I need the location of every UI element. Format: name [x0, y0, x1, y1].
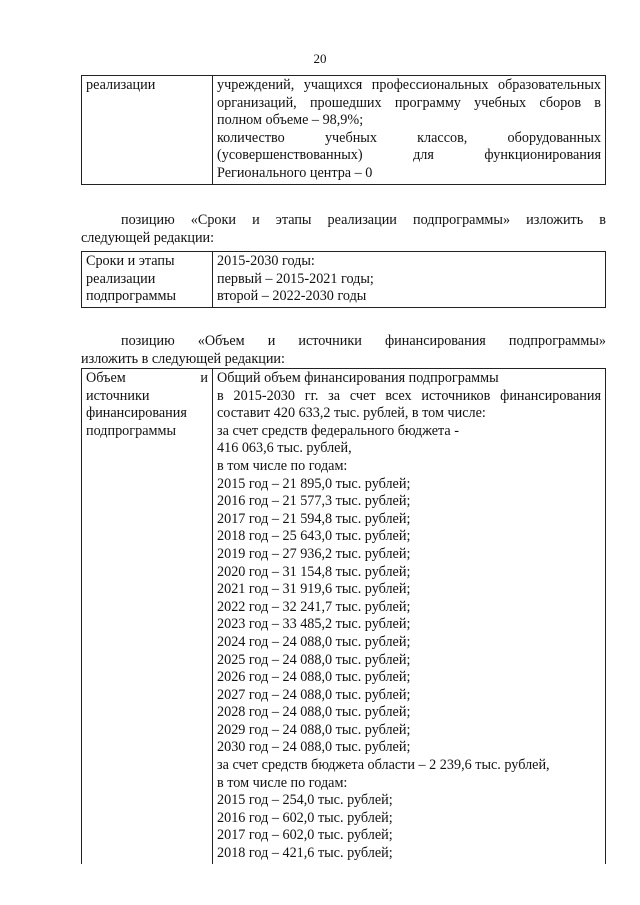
text-line: 2015-2030 годы: [217, 253, 315, 269]
text-line: 2015 год – 21 895,0 тыс. рублей; [217, 475, 411, 492]
paragraph-financing [81, 333, 606, 368]
text-line: 2018 год – 25 643,0 тыс. рублей; [217, 528, 411, 545]
cell-label-line: реализации [86, 270, 156, 287]
cell-label-line: источники [86, 387, 150, 404]
cell-label-text: реализации [86, 77, 156, 93]
text-line: в том числе по годам: [217, 774, 348, 791]
text-line: в том числе по годам: [217, 457, 348, 474]
table-deadlines [81, 251, 606, 308]
text-line: (усовершенствованных) для функционирования [217, 147, 601, 164]
text-line: 2025 год – 24 088,0 тыс. рублей; [217, 651, 411, 668]
text-line: 2022 год – 32 241,7 тыс. рублей; [217, 598, 411, 615]
cell-label-line: подпрограммы [86, 288, 176, 305]
text-line: Регионального центра – 0 [217, 164, 373, 181]
text-line: первый – 2015-2021 годы; [217, 270, 374, 287]
text-line: 2017 год – 602,0 тыс. рублей; [217, 827, 393, 844]
text-line: 2026 год – 24 088,0 тыс. рублей; [217, 669, 411, 686]
text-line: 2018 год – 421,6 тыс. рублей; [217, 845, 393, 862]
table-cell-label [82, 252, 213, 308]
table-cell-label [82, 369, 213, 864]
text-line: за счет средств федерального бюджета - [217, 422, 459, 439]
paragraph-line: изложить в следующей редакции: [81, 350, 285, 367]
text-line: за счет средств бюджета области – 2 239,6 тыс. рублей, [217, 757, 550, 774]
table-cell-content [213, 76, 606, 185]
text-line: 2016 год – 21 577,3 тыс. рублей; [217, 493, 411, 510]
text-line: в 2015-2030 гг. за счет всех источников финансирования [217, 387, 601, 404]
text-line: 2017 год – 21 594,8 тыс. рублей; [217, 510, 411, 527]
text-line: Общий объем финансирования подпрограммы [217, 370, 499, 386]
cell-label-word: Объем [86, 370, 126, 386]
table-cell-content [213, 252, 606, 308]
text-line: 2016 год – 602,0 тыс. рублей; [217, 809, 393, 826]
text-line: 2027 год – 24 088,0 тыс. рублей; [217, 686, 411, 703]
cell-label-line [86, 370, 208, 388]
table-cell-content [213, 369, 606, 864]
text-line: 2024 год – 24 088,0 тыс. рублей; [217, 633, 411, 650]
text-line: 2020 год – 31 154,8 тыс. рублей; [217, 563, 411, 580]
text-line: полном объеме – 98,9%; [217, 112, 364, 129]
page-number: 20 [313, 51, 327, 66]
table-implementation-indicators [81, 75, 606, 185]
text-line: 2029 год – 24 088,0 тыс. рублей; [217, 721, 411, 738]
paragraph-line: позицию «Сроки и этапы реализации подпрограммы» изложить в [121, 212, 606, 228]
cell-label-line: Сроки и этапы [86, 253, 175, 269]
text-line: количество учебных классов, оборудованных [217, 129, 601, 146]
cell-label-line: финансирования [86, 405, 187, 422]
text-line: 2028 год – 24 088,0 тыс. рублей; [217, 704, 411, 721]
text-line: 2019 год – 27 936,2 тыс. рублей; [217, 545, 411, 562]
text-line: 416 063,6 тыс. рублей, [217, 440, 352, 457]
text-line: 2023 год – 33 485,2 тыс. рублей; [217, 616, 411, 633]
text-line: 2030 год – 24 088,0 тыс. рублей; [217, 739, 411, 756]
text-line: организаций, прошедших программу учебных сборов в [217, 94, 601, 111]
text-line: 2015 год – 254,0 тыс. рублей; [217, 792, 393, 809]
text-line: учреждений, учащихся профессиональных образовательных [217, 77, 601, 93]
text-line: 2021 год – 31 919,6 тыс. рублей; [217, 581, 411, 598]
table-cell-label [82, 76, 213, 185]
cell-label-line: подпрограммы [86, 422, 176, 439]
paragraph-line: позицию «Объем и источники финансирования подпрограммы» [121, 333, 606, 349]
cell-label-word: и [200, 370, 208, 386]
text-line: составит 420 633,2 тыс. рублей, в том числе: [217, 405, 486, 422]
paragraph-line: следующей редакции: [81, 229, 215, 246]
text-line: второй – 2022-2030 годы [217, 288, 367, 305]
table-financing [81, 368, 606, 864]
paragraph-deadlines [81, 212, 606, 247]
